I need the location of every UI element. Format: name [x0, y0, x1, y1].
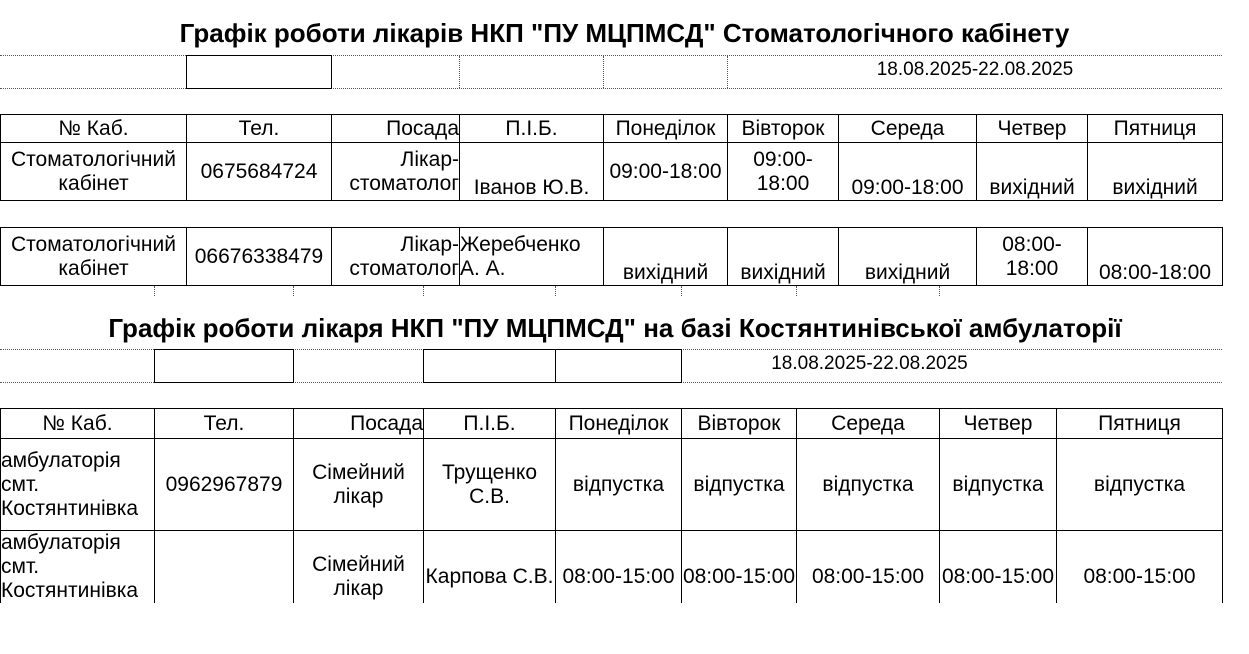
cell-friday: відпустка — [1057, 439, 1223, 531]
header-tuesday: Вівторок — [682, 409, 797, 439]
header-name: П.І.Б. — [424, 409, 556, 439]
table-row — [1, 228, 1223, 286]
cell-friday: 08:00-18:00 — [1088, 228, 1223, 286]
cell-tel: 0675684724 — [187, 143, 332, 201]
cell-position: Сімейний лікар — [294, 531, 424, 604]
cell-thursday: відпустка — [940, 439, 1057, 531]
header-cab: № Каб. — [1, 409, 155, 439]
cell-friday: 08:00-15:00 — [1057, 531, 1223, 604]
cell-tel: 06676338479 — [187, 228, 332, 286]
cell-position: Лікар-стоматолог — [332, 228, 460, 286]
cell-tel — [155, 531, 294, 604]
empty-cell — [423, 286, 556, 296]
empty-cell — [555, 286, 682, 296]
empty-cell — [154, 286, 294, 296]
cell-cab: Стоматологічний кабінет — [1, 143, 187, 201]
cell-monday: вихідний — [604, 228, 728, 286]
header-position: Посада — [294, 409, 424, 439]
cell-cab: Стоматологічний кабінет — [1, 228, 187, 286]
header-thursday: Четвер — [940, 409, 1057, 439]
empty-cell — [603, 56, 728, 88]
table-row — [1, 531, 1223, 604]
empty-cell — [796, 286, 940, 296]
cell-wednesday: вихідний — [839, 228, 977, 286]
selected-cell[interactable] — [154, 349, 294, 383]
empty-cell — [293, 350, 424, 382]
cell-tuesday: 08:00-15:00 — [682, 531, 797, 604]
header-monday: Понеділок — [604, 115, 728, 143]
header-tel: Тел. — [155, 409, 294, 439]
cell-tuesday: відпустка — [682, 439, 797, 531]
cell-tuesday: 09:00-18:00 — [728, 143, 839, 201]
cell-tuesday: вихідний — [728, 228, 839, 286]
section1-row2-table — [0, 227, 1223, 286]
empty-cell — [0, 56, 187, 88]
header-friday: Пятниця — [1088, 115, 1223, 143]
empty-cell — [331, 56, 460, 88]
section1-header-row — [1, 115, 1223, 143]
empty-cell — [0, 286, 155, 296]
cell-monday: 09:00-18:00 — [604, 143, 728, 201]
cell-position: Сімейний лікар — [294, 439, 424, 531]
section2-period: 18.08.2025-22.08.2025 — [771, 353, 968, 374]
section2-table — [0, 408, 1223, 603]
cell-wednesday: 09:00-18:00 — [839, 143, 977, 201]
header-tel: Тел. — [187, 115, 332, 143]
cell-wednesday: 08:00-15:00 — [797, 531, 940, 604]
section1-period: 18.08.2025-22.08.2025 — [876, 59, 1074, 80]
section-divider — [0, 286, 1222, 296]
cell-wednesday: відпустка — [797, 439, 940, 531]
header-monday: Понеділок — [556, 409, 682, 439]
cell-name: Трущенко С.В. — [424, 439, 556, 531]
empty-cell — [459, 56, 604, 88]
cell-thursday: 08:00-18:00 — [977, 228, 1088, 286]
cell-thursday: 08:00-15:00 — [940, 531, 1057, 604]
empty-cell — [0, 350, 155, 382]
table-row — [1, 439, 1223, 531]
cell-friday: вихідний — [1088, 143, 1223, 201]
cell-position: Лікар-стоматолог — [332, 143, 460, 201]
header-cab: № Каб. — [1, 115, 187, 143]
cell-name: Жеребченко А. А. — [460, 228, 604, 286]
header-position: Посада — [332, 115, 460, 143]
section2-table-viewport — [0, 405, 1249, 603]
cell-cab: амбулаторія смт. Костянтинівка — [1, 531, 155, 604]
empty-cell — [293, 286, 424, 296]
header-tuesday: Вівторок — [728, 115, 839, 143]
section2-period-row — [0, 349, 1222, 383]
section1-header-table — [0, 114, 1223, 201]
selected-cell[interactable] — [555, 349, 682, 383]
selected-cell[interactable] — [423, 349, 556, 383]
cell-monday: 08:00-15:00 — [556, 531, 682, 604]
header-thursday: Четвер — [977, 115, 1088, 143]
section2-title: Графік роботи лікаря НКП "ПУ МЦПМСД" на базі Костянтинівської амбулаторії — [108, 313, 1122, 343]
section1-title: Графік роботи лікарів НКП "ПУ МЦПМСД" Стоматологічного кабінету — [179, 18, 1070, 48]
cell-name: Іванов Ю.В. — [460, 143, 604, 201]
header-name: П.І.Б. — [460, 115, 604, 143]
section1-period-row — [0, 55, 1222, 89]
table-row — [1, 143, 1223, 201]
cell-name: Карпова С.В. — [424, 531, 556, 604]
selected-cell[interactable] — [186, 55, 332, 89]
header-wednesday: Середа — [839, 115, 977, 143]
cell-monday: відпустка — [556, 439, 682, 531]
cell-cab: амбулаторія смт. Костянтинівка — [1, 439, 155, 531]
section2-header-row — [1, 409, 1223, 439]
empty-cell — [681, 286, 797, 296]
cell-thursday: вихідний — [977, 143, 1088, 201]
header-wednesday: Середа — [797, 409, 940, 439]
header-friday: Пятниця — [1057, 409, 1223, 439]
cell-tel: 0962967879 — [155, 439, 294, 531]
